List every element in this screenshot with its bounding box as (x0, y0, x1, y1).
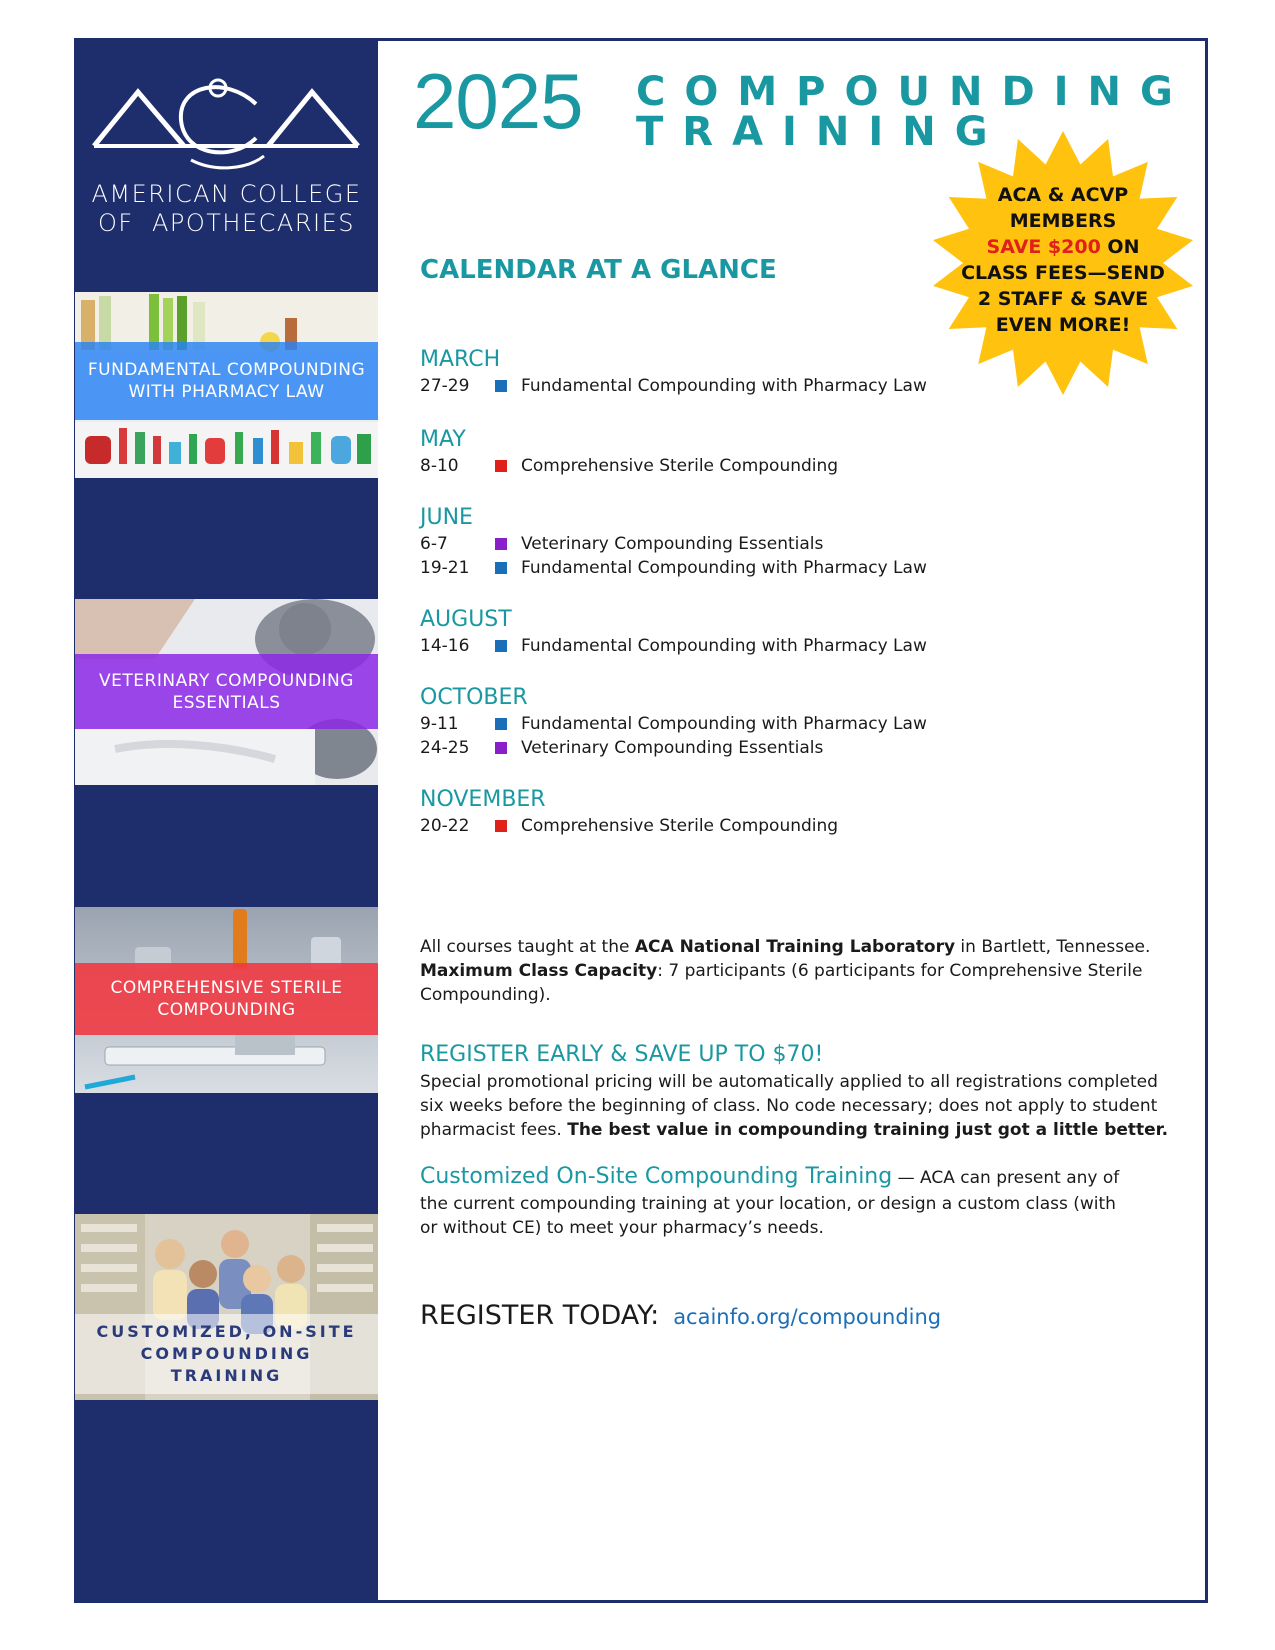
session-dates: 27-29 (420, 376, 470, 396)
month-august (420, 606, 1120, 658)
session-row (420, 712, 1120, 736)
month-march (420, 346, 1120, 398)
onsite-info (420, 1162, 1120, 1240)
onsite-course-image (75, 1214, 378, 1400)
month-name: NOVEMBER (420, 787, 546, 812)
promo-save-amount: SAVE $200 (986, 236, 1101, 258)
session-dates: 9-11 (420, 714, 459, 734)
session-course: Fundamental Compounding with Pharmacy Law (521, 558, 927, 578)
register-link[interactable]: acainfo.org/compounding (673, 1305, 942, 1329)
aca-logo (86, 78, 366, 178)
session-row (420, 532, 1120, 556)
session-row (420, 454, 1120, 478)
early-registration (420, 1040, 1180, 1142)
month-name: AUGUST (420, 607, 512, 632)
promo-line6: EVEN MORE! (995, 314, 1131, 336)
org-name-line1: AMERICAN COLLEGE (91, 180, 362, 208)
onsite-text: — ACA can present any of the current compounding training at your location, or design a custom class (with or without CE) to meet your pharmacy’s needs. (420, 1168, 1120, 1238)
location-prefix: All courses taught at the (420, 937, 635, 957)
sterile-label-line1: COMPREHENSIVE STERILE (110, 978, 343, 998)
session-course: Comprehensive Sterile Compounding (521, 456, 839, 476)
session-dates: 8-10 (420, 456, 459, 476)
month-name: MAY (420, 427, 466, 452)
onsite-heading: Customized On-Site Compounding Training (420, 1164, 893, 1189)
capacity-text: : 7 participants (6 participants for Comprehensive Sterile Compounding). (420, 961, 1143, 1005)
register-today (420, 1300, 941, 1331)
month-may (420, 426, 1120, 478)
session-course: Fundamental Compounding with Pharmacy Law (521, 714, 927, 734)
fundamental-marker (495, 562, 507, 574)
sterile-marker (495, 460, 507, 472)
fundamental-course-image (75, 292, 378, 478)
register-label: REGISTER TODAY: (420, 1300, 660, 1331)
month-november (420, 786, 1120, 838)
session-row (420, 374, 1120, 398)
promo-line2: MEMBERS (1009, 210, 1117, 232)
month-october (420, 684, 1120, 760)
fundamental-marker (495, 380, 507, 392)
promo-text (948, 182, 1178, 338)
promo-line5: 2 STAFF & SAVE (977, 288, 1149, 310)
fundamental-label-line2: WITH PHARMACY LAW (128, 382, 325, 402)
org-name-line2: OF APOTHECARIES (98, 209, 355, 237)
session-course: Veterinary Compounding Essentials (521, 534, 824, 554)
session-row (420, 634, 1120, 658)
session-dates: 19-21 (420, 558, 470, 578)
session-course: Fundamental Compounding with Pharmacy Law (521, 636, 927, 656)
veterinary-label-line1: VETERINARY COMPOUNDING (99, 670, 354, 691)
session-row (420, 736, 1120, 760)
sterile-label-line2: COMPOUNDING (157, 1000, 296, 1020)
calendar-heading: CALENDAR AT A GLANCE (420, 255, 777, 285)
onsite-label-line3: TRAINING (170, 1366, 283, 1385)
session-dates: 24-25 (420, 738, 470, 758)
sterile-marker (495, 820, 507, 832)
session-row (420, 556, 1120, 580)
veterinary-marker (495, 742, 507, 754)
title-line1: COMPOUNDING (636, 69, 1192, 115)
month-name: JUNE (420, 505, 473, 530)
session-row (420, 814, 1120, 838)
session-course: Veterinary Compounding Essentials (521, 738, 824, 758)
location-lab: ACA National Training Laboratory (634, 937, 956, 957)
session-course: Fundamental Compounding with Pharmacy Law (521, 376, 927, 396)
onsite-label-line2: COMPOUNDING (140, 1344, 313, 1363)
month-name: OCTOBER (420, 685, 528, 710)
early-bold: The best value in compounding training just got a little better. (567, 1120, 1169, 1140)
promo-line1: ACA & ACVP (997, 184, 1129, 206)
early-heading: REGISTER EARLY & SAVE UP TO $70! (420, 1042, 824, 1067)
early-text: Special promotional pricing will be automatically applied to all registrations completed six weeks before the beginning of class. No code necessary; does not apply to student pharmacist fees. (420, 1072, 1158, 1140)
location-info (420, 935, 1180, 1007)
session-dates: 20-22 (420, 816, 470, 836)
fundamental-label-line1: FUNDAMENTAL COMPOUNDING (87, 360, 366, 380)
title-year: 2025 (413, 57, 583, 145)
session-dates: 6-7 (420, 534, 448, 554)
promo-line4: CLASS FEES—SEND (961, 262, 1165, 284)
fundamental-marker (495, 718, 507, 730)
promo-on: ON (1100, 236, 1140, 258)
veterinary-marker (495, 538, 507, 550)
session-course: Comprehensive Sterile Compounding (521, 816, 839, 836)
sterile-course-image (75, 907, 378, 1093)
veterinary-label-line2: ESSENTIALS (172, 692, 281, 713)
onsite-label-line1: CUSTOMIZED, ON-SITE (96, 1322, 357, 1341)
title-line2: TRAINING (636, 109, 1007, 155)
month-june (420, 504, 1120, 580)
org-name (75, 180, 378, 238)
fundamental-marker (495, 640, 507, 652)
veterinary-course-image (75, 599, 378, 785)
location-suffix: in Bartlett, Tennessee. (955, 937, 1151, 957)
capacity-label: Maximum Class Capacity (420, 961, 658, 981)
session-dates: 14-16 (420, 636, 470, 656)
month-name: MARCH (420, 347, 501, 372)
